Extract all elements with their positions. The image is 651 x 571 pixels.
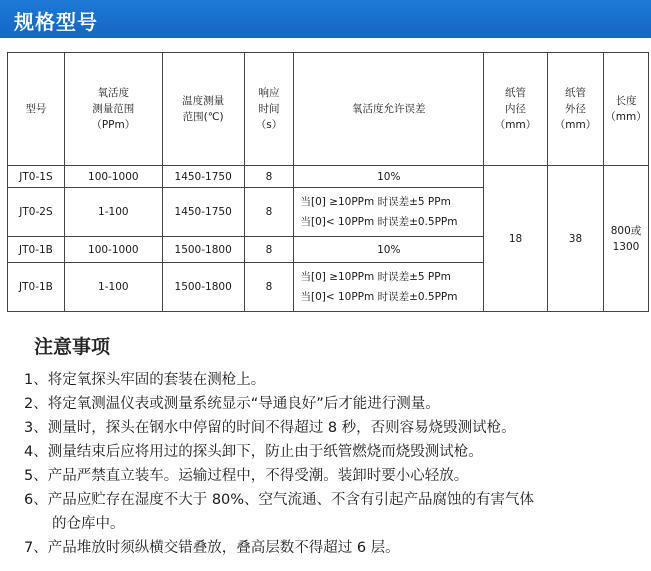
spec-table [7, 52, 649, 312]
section-title: 规格型号 [14, 10, 98, 34]
header-response-time: 响应 时间 （s） [244, 53, 294, 166]
note-item: 4、测量结束后应将用过的探头卸下，防止由于纸管燃烧而烧毁测试枪。 [24, 444, 483, 460]
section-banner [0, 0, 651, 38]
note-item: 5、产品严禁直立装车。运输过程中，不得受潮。装卸时要小心轻放。 [24, 468, 469, 484]
note-item: 1、将定氧探头牢固的套装在测枪上。 [24, 372, 266, 388]
cell-temp-range: 1450-1750 [162, 166, 244, 188]
header-oxygen-range: 氧活度 测量范围 （PPm） [64, 53, 162, 166]
cell-error: 10% [294, 166, 484, 188]
table-row [8, 166, 649, 188]
cell-model: JT0-1B [8, 263, 65, 312]
cell-model: JT0-1S [8, 166, 65, 188]
cell-error: 当[0] ≥10PPm 时误差±5 PPm 当[0]< 10PPm 时误差±0.5PPm [294, 188, 484, 237]
header-error: 氧活度允许误差 [294, 53, 484, 166]
cell-model: JT0-1B [8, 237, 65, 263]
header-outer-diameter: 纸管 外径 （mm） [548, 53, 604, 166]
note-item: 7、产品堆放时须纵横交错叠放，叠高层数不得超过 6 层。 [24, 540, 400, 556]
cell-length: 800或 1300 [603, 166, 648, 312]
cell-oxygen-range: 1-100 [64, 263, 162, 312]
cell-oxygen-range: 100-1000 [64, 166, 162, 188]
cell-outer-diameter: 38 [548, 166, 604, 312]
cell-temp-range: 1500-1800 [162, 263, 244, 312]
cell-temp-range: 1450-1750 [162, 188, 244, 237]
cell-response: 8 [244, 188, 294, 237]
cell-error: 10% [294, 237, 484, 263]
cell-model: JT0-2S [8, 188, 65, 237]
cell-inner-diameter: 18 [484, 166, 548, 312]
note-item: 3、测量时，探头在钢水中停留的时间不得超过 8 秒，否则容易烧毁测试枪。 [24, 420, 516, 436]
cell-response: 8 [244, 166, 294, 188]
cell-response: 8 [244, 237, 294, 263]
cell-response: 8 [244, 263, 294, 312]
table-header-row [8, 53, 649, 166]
header-length: 长度 （mm） [603, 53, 648, 166]
cell-oxygen-range: 1-100 [64, 188, 162, 237]
cell-temp-range: 1500-1800 [162, 237, 244, 263]
note-item: 6、产品应贮存在湿度不大于 80%、空气流通、不含有引起产品腐蚀的有害气体 的仓库中。 [24, 492, 535, 532]
notes-list [24, 368, 644, 560]
header-temp-range: 温度测量 范围(℃) [162, 53, 244, 166]
header-inner-diameter: 纸管 内径 （mm） [484, 53, 548, 166]
cell-oxygen-range: 100-1000 [64, 237, 162, 263]
notes-title: 注意事项 [34, 336, 111, 358]
header-model: 型号 [8, 53, 65, 166]
note-item: 2、将定氧测温仪表或测量系统显示“导通良好”后才能进行测量。 [24, 396, 440, 412]
cell-error: 当[0] ≥10PPm 时误差±5 PPm 当[0]< 10PPm 时误差±0.5PPm [294, 263, 484, 312]
